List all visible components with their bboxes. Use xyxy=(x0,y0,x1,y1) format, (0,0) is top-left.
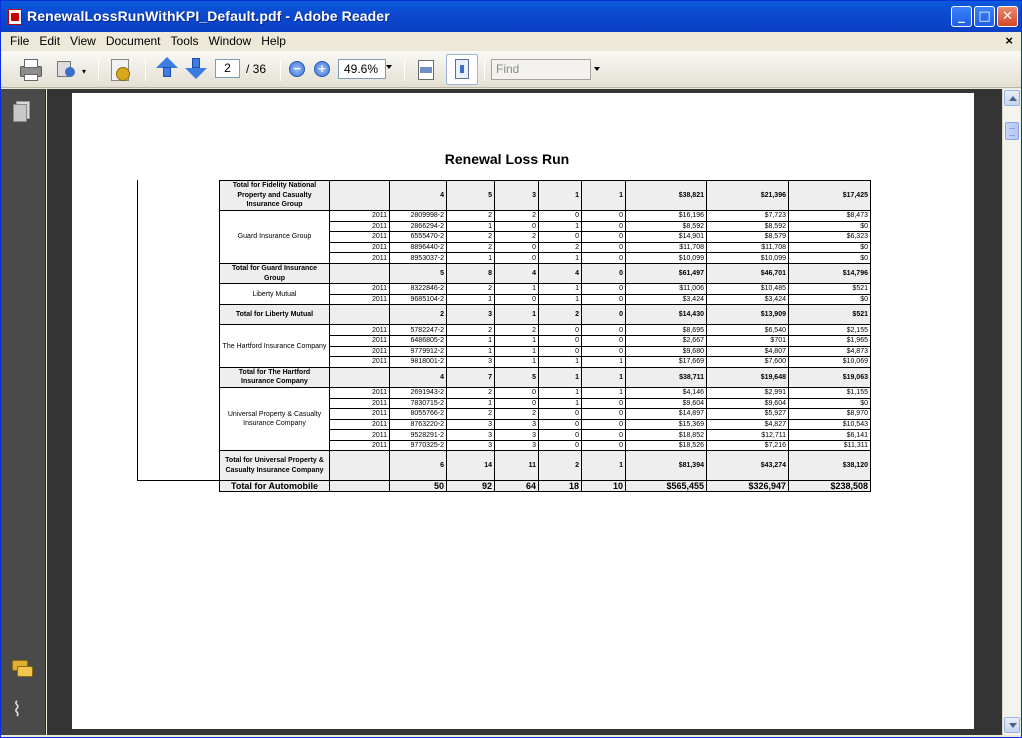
value-cell: $10,069 xyxy=(789,357,871,368)
spacer-cell xyxy=(330,305,390,325)
total-value-cell: 4 xyxy=(390,367,447,387)
value-cell: 1 xyxy=(582,387,626,398)
total-row xyxy=(220,451,871,481)
value-cell: 0 xyxy=(495,253,539,264)
total-value-cell: $565,455 xyxy=(626,481,707,492)
year-cell: 2011 xyxy=(330,232,390,243)
value-cell: $10,099 xyxy=(707,253,789,264)
total-value-cell: 1 xyxy=(539,367,582,387)
value-cell: 1 xyxy=(539,398,582,409)
total-value-cell: $81,394 xyxy=(626,451,707,481)
total-value-cell: 1 xyxy=(582,367,626,387)
total-value-cell: 5 xyxy=(495,367,539,387)
total-label-cell: Total for The Hartford Insurance Company xyxy=(220,367,330,387)
value-cell: $0 xyxy=(789,398,871,409)
value-cell: $8,970 xyxy=(789,409,871,420)
menu-tools[interactable]: Tools xyxy=(170,34,199,48)
value-cell: 0 xyxy=(539,232,582,243)
zoom-dropdown-icon[interactable] xyxy=(386,65,392,69)
value-cell: $8,592 xyxy=(707,221,789,232)
year-cell: 2011 xyxy=(330,387,390,398)
total-value-cell: 10 xyxy=(582,481,626,492)
value-cell: 1 xyxy=(539,253,582,264)
total-value-cell: 8 xyxy=(447,263,495,283)
find-dropdown-icon[interactable] xyxy=(594,67,600,71)
total-label-cell: Total for Automobile xyxy=(220,481,330,492)
group-name-cell: Liberty Mutual xyxy=(220,284,330,305)
spacer-cell xyxy=(330,451,390,481)
value-cell: 0 xyxy=(582,325,626,336)
total-value-cell: $17,425 xyxy=(789,181,871,211)
value-cell: $8,473 xyxy=(789,211,871,222)
value-cell: $4,146 xyxy=(626,387,707,398)
value-cell: $8,695 xyxy=(626,325,707,336)
year-cell: 2011 xyxy=(330,294,390,305)
year-cell: 2011 xyxy=(330,346,390,357)
menu-window[interactable]: Window xyxy=(208,34,252,48)
maximize-button[interactable]: □ xyxy=(974,6,995,27)
close-document-button[interactable]: × xyxy=(1005,33,1013,48)
value-cell: $0 xyxy=(789,294,871,305)
total-value-cell: 92 xyxy=(447,481,495,492)
value-cell: $6,141 xyxy=(789,430,871,441)
year-cell: 2011 xyxy=(330,335,390,346)
value-cell: 3 xyxy=(495,440,539,451)
value-cell: 0 xyxy=(495,242,539,253)
value-cell: 0 xyxy=(539,430,582,441)
value-cell: $10,099 xyxy=(626,253,707,264)
total-value-cell: 50 xyxy=(390,481,447,492)
value-cell: $17,669 xyxy=(626,357,707,368)
value-cell: $1,965 xyxy=(789,335,871,346)
value-cell: 0 xyxy=(582,398,626,409)
year-cell: 2011 xyxy=(330,409,390,420)
value-cell: 0 xyxy=(539,419,582,430)
value-cell: 2 xyxy=(495,211,539,222)
value-cell: 0 xyxy=(539,335,582,346)
loss-run-table xyxy=(219,180,871,492)
value-cell: $5,927 xyxy=(707,409,789,420)
value-cell: $7,216 xyxy=(707,440,789,451)
attachments-icon[interactable]: ⌇ xyxy=(12,699,22,721)
value-cell: $7,600 xyxy=(707,357,789,368)
value-cell: 0 xyxy=(495,294,539,305)
total-label-cell: Total for Universal Property & Casualty Insurance Company xyxy=(220,451,330,481)
value-cell: $1,155 xyxy=(789,387,871,398)
value-cell: 2 xyxy=(447,211,495,222)
next-page-icon[interactable] xyxy=(185,57,207,79)
value-cell: 0 xyxy=(582,440,626,451)
total-row xyxy=(220,305,871,325)
minimize-button[interactable]: _ xyxy=(951,6,972,27)
document-area xyxy=(47,89,1002,735)
print-icon[interactable] xyxy=(17,56,45,84)
value-cell: 0 xyxy=(539,440,582,451)
total-value-cell: $14,430 xyxy=(626,305,707,325)
document-settings-icon[interactable] xyxy=(107,56,135,84)
value-cell: 2 xyxy=(495,232,539,243)
value-cell: $14,897 xyxy=(626,409,707,420)
share-icon[interactable]: ▾ xyxy=(55,56,87,84)
total-value-cell: 1 xyxy=(582,451,626,481)
value-cell: $11,006 xyxy=(626,284,707,295)
value-cell: $9,604 xyxy=(626,398,707,409)
value-cell: 0 xyxy=(582,335,626,346)
window-title: RenewalLossRunWithKPI_Default.pdf - Adobe Reader xyxy=(27,8,390,24)
value-cell: 3 xyxy=(447,419,495,430)
pdf-page xyxy=(72,93,974,729)
table-row xyxy=(220,387,871,398)
zoom-out-icon[interactable]: − xyxy=(289,61,305,77)
group-name-cell: Universal Property & Casualty Insurance Company xyxy=(220,387,330,451)
menu-document[interactable]: Document xyxy=(105,34,161,48)
value-cell: $14,901 xyxy=(626,232,707,243)
total-value-cell: $21,396 xyxy=(707,181,789,211)
value-cell: 0 xyxy=(539,211,582,222)
value-cell: 2 xyxy=(447,325,495,336)
value-cell: 0 xyxy=(495,387,539,398)
previous-page-icon[interactable] xyxy=(156,57,178,79)
total-value-cell: 4 xyxy=(495,263,539,283)
page-total: / 36 xyxy=(246,62,267,76)
policy-cell: 9770325-2 xyxy=(390,440,447,451)
value-cell: 1 xyxy=(539,284,582,295)
value-cell: $11,311 xyxy=(789,440,871,451)
policy-cell: 9528291-2 xyxy=(390,430,447,441)
value-cell: $6,323 xyxy=(789,232,871,243)
value-cell: $11,708 xyxy=(626,242,707,253)
policy-cell: 9779912-2 xyxy=(390,346,447,357)
report-title: Renewal Loss Run xyxy=(444,151,570,167)
total-value-cell: $38,120 xyxy=(789,451,871,481)
policy-cell: 8896440-2 xyxy=(390,242,447,253)
value-cell: 1 xyxy=(539,357,582,368)
value-cell: $4,827 xyxy=(707,419,789,430)
value-cell: 1 xyxy=(447,335,495,346)
year-cell: 2011 xyxy=(330,253,390,264)
value-cell: 2 xyxy=(447,409,495,420)
year-cell: 2011 xyxy=(330,357,390,368)
table-row xyxy=(220,284,871,295)
value-cell: 2 xyxy=(495,325,539,336)
menu-help[interactable]: Help xyxy=(261,34,286,48)
total-value-cell: 64 xyxy=(495,481,539,492)
policy-cell: 2866294-2 xyxy=(390,221,447,232)
total-value-cell: $326,947 xyxy=(707,481,789,492)
spacer-cell xyxy=(330,481,390,492)
comments-icon[interactable] xyxy=(12,658,34,680)
value-cell: 1 xyxy=(447,294,495,305)
value-cell: $2,155 xyxy=(789,325,871,336)
total-value-cell: 5 xyxy=(447,181,495,211)
table-row xyxy=(220,325,871,336)
value-cell: 0 xyxy=(582,232,626,243)
value-cell: 0 xyxy=(582,242,626,253)
table-border xyxy=(137,180,138,481)
value-cell: 1 xyxy=(447,221,495,232)
total-value-cell: 6 xyxy=(390,451,447,481)
zoom-in-icon[interactable]: + xyxy=(314,61,330,77)
value-cell: 0 xyxy=(582,419,626,430)
value-cell: $8,579 xyxy=(707,232,789,243)
value-cell: 0 xyxy=(582,409,626,420)
year-cell: 2011 xyxy=(330,242,390,253)
fit-width-icon[interactable] xyxy=(446,54,478,85)
year-cell: 2011 xyxy=(330,419,390,430)
value-cell: $3,424 xyxy=(626,294,707,305)
navigation-pane xyxy=(1,89,46,735)
value-cell: $8,592 xyxy=(626,221,707,232)
value-cell: 2 xyxy=(447,284,495,295)
total-value-cell: 4 xyxy=(539,263,582,283)
value-cell: $0 xyxy=(789,253,871,264)
value-cell: $701 xyxy=(707,335,789,346)
total-value-cell: 4 xyxy=(390,181,447,211)
total-value-cell: 1 xyxy=(539,181,582,211)
value-cell: $0 xyxy=(789,221,871,232)
total-label-cell: Total for Guard Insurance Group xyxy=(220,263,330,283)
policy-cell: 8763220-2 xyxy=(390,419,447,430)
policy-cell: 2809998-2 xyxy=(390,211,447,222)
find-input[interactable]: Find xyxy=(491,59,591,80)
value-cell: 0 xyxy=(582,346,626,357)
policy-cell: 9818001-2 xyxy=(390,357,447,368)
value-cell: 1 xyxy=(495,284,539,295)
value-cell: $7,723 xyxy=(707,211,789,222)
value-cell: 2 xyxy=(539,242,582,253)
total-value-cell: 14 xyxy=(447,451,495,481)
value-cell: $11,708 xyxy=(707,242,789,253)
total-value-cell: 1 xyxy=(495,305,539,325)
total-value-cell: 0 xyxy=(582,305,626,325)
value-cell: 1 xyxy=(539,387,582,398)
value-cell: 1 xyxy=(447,346,495,357)
total-value-cell: $61,497 xyxy=(626,263,707,283)
vertical-scrollbar[interactable] xyxy=(1002,89,1020,735)
total-row xyxy=(220,181,871,211)
value-cell: 2 xyxy=(447,387,495,398)
year-cell: 2011 xyxy=(330,284,390,295)
value-cell: 0 xyxy=(539,346,582,357)
policy-cell: 6555470-2 xyxy=(390,232,447,243)
scroll-up-button[interactable] xyxy=(1004,90,1020,106)
value-cell: 0 xyxy=(495,221,539,232)
value-cell: $15,369 xyxy=(626,419,707,430)
policy-cell: 6486805-2 xyxy=(390,335,447,346)
value-cell: 2 xyxy=(447,242,495,253)
close-button[interactable]: ✕ xyxy=(997,6,1018,27)
spacer-cell xyxy=(330,263,390,283)
total-value-cell: $19,063 xyxy=(789,367,871,387)
menu-edit[interactable]: Edit xyxy=(39,34,61,48)
policy-cell: 5782247-2 xyxy=(390,325,447,336)
total-value-cell: $43,274 xyxy=(707,451,789,481)
value-cell: 1 xyxy=(539,294,582,305)
value-cell: 0 xyxy=(582,221,626,232)
value-cell: 0 xyxy=(582,253,626,264)
page-number-input[interactable]: 2 xyxy=(215,59,240,78)
total-value-cell: $13,909 xyxy=(707,305,789,325)
total-value-cell: 2 xyxy=(539,305,582,325)
value-cell: $18,852 xyxy=(626,430,707,441)
value-cell: $2,667 xyxy=(626,335,707,346)
spacer-cell xyxy=(330,181,390,211)
value-cell: 3 xyxy=(495,419,539,430)
total-value-cell: 7 xyxy=(447,367,495,387)
menu-bar xyxy=(1,32,1021,51)
value-cell: 1 xyxy=(495,335,539,346)
value-cell: $2,991 xyxy=(707,387,789,398)
total-value-cell: $19,648 xyxy=(707,367,789,387)
table-row xyxy=(220,211,871,222)
value-cell: $10,543 xyxy=(789,419,871,430)
total-value-cell: $38,821 xyxy=(626,181,707,211)
group-name-cell: The Hartford Insurance Company xyxy=(220,325,330,367)
year-cell: 2011 xyxy=(330,211,390,222)
year-cell: 2011 xyxy=(330,430,390,441)
value-cell: 0 xyxy=(582,284,626,295)
value-cell: 0 xyxy=(539,325,582,336)
total-value-cell: $521 xyxy=(789,305,871,325)
pages-panel-icon[interactable] xyxy=(12,101,34,123)
total-label-cell: Total for Fidelity National Property and Casualty Insurance Group xyxy=(220,181,330,211)
value-cell: 0 xyxy=(539,409,582,420)
value-cell: $9,680 xyxy=(626,346,707,357)
value-cell: $18,526 xyxy=(626,440,707,451)
zoom-level-input[interactable]: 49.6% xyxy=(338,59,386,79)
total-value-cell: 3 xyxy=(447,305,495,325)
year-cell: 2011 xyxy=(330,325,390,336)
value-cell: 1 xyxy=(495,346,539,357)
total-value-cell: 5 xyxy=(390,263,447,283)
total-value-cell: $46,701 xyxy=(707,263,789,283)
value-cell: $0 xyxy=(789,242,871,253)
total-value-cell: 18 xyxy=(539,481,582,492)
value-cell: $10,485 xyxy=(707,284,789,295)
value-cell: 0 xyxy=(582,294,626,305)
value-cell: $9,604 xyxy=(707,398,789,409)
value-cell: 1 xyxy=(495,357,539,368)
policy-cell: 8953037-2 xyxy=(390,253,447,264)
value-cell: 3 xyxy=(447,357,495,368)
value-cell: $521 xyxy=(789,284,871,295)
scroll-down-button[interactable] xyxy=(1004,717,1020,733)
value-cell: 3 xyxy=(447,440,495,451)
value-cell: $3,424 xyxy=(707,294,789,305)
policy-cell: 7830715-2 xyxy=(390,398,447,409)
total-value-cell: 0 xyxy=(582,263,626,283)
total-row xyxy=(220,367,871,387)
title-bar xyxy=(1,1,1021,32)
total-value-cell: $38,711 xyxy=(626,367,707,387)
year-cell: 2011 xyxy=(330,440,390,451)
total-label-cell: Total for Liberty Mutual xyxy=(220,305,330,325)
scroll-thumb[interactable] xyxy=(1005,122,1019,140)
value-cell: 2 xyxy=(447,232,495,243)
total-value-cell: 1 xyxy=(582,181,626,211)
year-cell: 2011 xyxy=(330,398,390,409)
fit-page-icon[interactable] xyxy=(415,58,437,82)
year-cell: 2011 xyxy=(330,221,390,232)
total-row xyxy=(220,263,871,283)
policy-cell: 8322846-2 xyxy=(390,284,447,295)
menu-file[interactable]: File xyxy=(10,34,30,48)
policy-cell: 9685104-2 xyxy=(390,294,447,305)
value-cell: 3 xyxy=(495,430,539,441)
value-cell: $4,807 xyxy=(707,346,789,357)
value-cell: $12,711 xyxy=(707,430,789,441)
value-cell: 2 xyxy=(495,409,539,420)
value-cell: $6,540 xyxy=(707,325,789,336)
total-value-cell: $14,796 xyxy=(789,263,871,283)
pdf-document-icon xyxy=(8,9,22,25)
value-cell: 0 xyxy=(582,430,626,441)
total-value-cell: 3 xyxy=(495,181,539,211)
value-cell: 0 xyxy=(582,211,626,222)
total-value-cell: 2 xyxy=(390,305,447,325)
value-cell: $4,873 xyxy=(789,346,871,357)
total-value-cell: 2 xyxy=(539,451,582,481)
value-cell: 1 xyxy=(447,253,495,264)
value-cell: 1 xyxy=(582,357,626,368)
menu-view[interactable]: View xyxy=(70,34,96,48)
value-cell: 3 xyxy=(447,430,495,441)
policy-cell: 8055766-2 xyxy=(390,409,447,420)
spacer-cell xyxy=(330,367,390,387)
total-value-cell: $238,508 xyxy=(789,481,871,492)
value-cell: 1 xyxy=(447,398,495,409)
total-value-cell: 11 xyxy=(495,451,539,481)
policy-cell: 2691943-2 xyxy=(390,387,447,398)
value-cell: 0 xyxy=(495,398,539,409)
group-name-cell: Guard Insurance Group xyxy=(220,211,330,264)
grand-total-row xyxy=(220,481,871,492)
table-border xyxy=(137,480,219,481)
value-cell: 1 xyxy=(539,221,582,232)
value-cell: $16,196 xyxy=(626,211,707,222)
